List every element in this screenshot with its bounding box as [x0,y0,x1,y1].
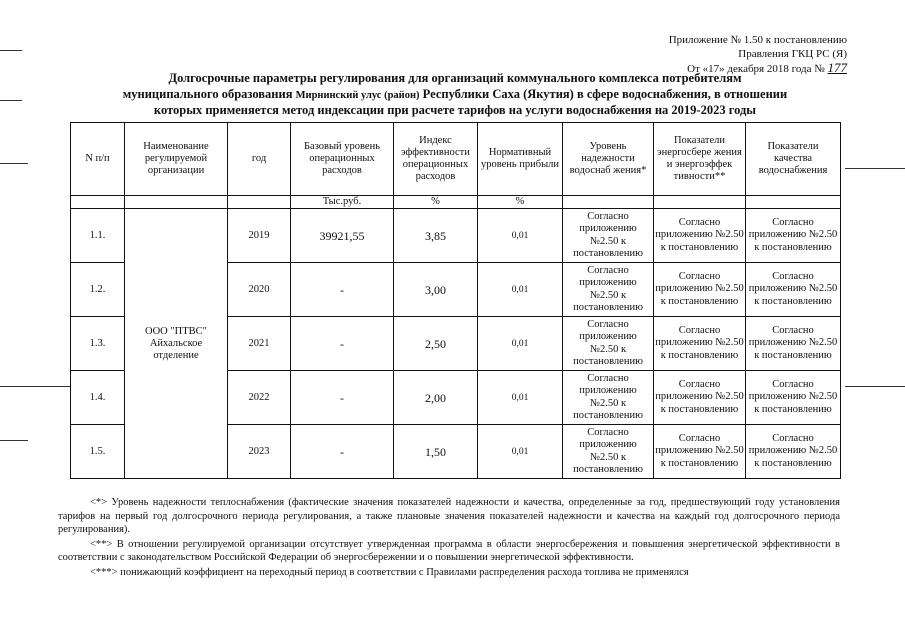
row-quality-ref: Согласно приложению №2.50 к постановлению [746,371,841,425]
unit-cell [125,196,228,209]
row-quality-ref: Согласно приложению №2.50 к постановлению [746,209,841,263]
row-efficiency-index: 1,50 [394,425,478,479]
row-year: 2020 [228,263,291,317]
title-line-3: которых применяется метод индексации при расчете тарифов на услуги водоснабжения на 2019-2023 годы [153,103,757,117]
title-line-2-start: муниципального образования [122,86,293,101]
header-cell: Индекс эффективности операционных расходов [394,123,478,196]
scan-line [0,440,28,441]
row-number: 1.2. [71,263,125,317]
row-energy-ref: Согласно приложению №2.50 к постановлению [654,209,746,263]
unit-cell [228,196,291,209]
row-efficiency-index: 3,00 [394,263,478,317]
row-efficiency-index: 2,00 [394,371,478,425]
row-number: 1.4. [71,371,125,425]
organization-name: ООО "ПТВС" Айхальское отделение [125,209,228,479]
scan-line [0,100,22,101]
row-year: 2019 [228,209,291,263]
row-year: 2022 [228,371,291,425]
footnotes [58,496,840,580]
appendix-line-2: Правления ГКЦ РС (Я) [738,47,847,60]
unit-cell [654,196,746,209]
row-efficiency-index: 3,85 [394,209,478,263]
unit-cell [746,196,841,209]
row-profit-level: 0,01 [478,317,563,371]
parameters-table [70,122,841,479]
table-units-row [71,196,841,209]
table-row [71,209,841,263]
row-energy-ref: Согласно приложению №2.50 к постановлению [654,317,746,371]
title-line-2-end: Республики Саха (Якутия) в сфере водоснабжения, в отношении [422,86,788,101]
header-cell: N п/п [71,123,125,196]
scan-line [0,50,22,51]
row-quality-ref: Согласно приложению №2.50 к постановлению [746,425,841,479]
header-cell: Базовый уровень операционных расходов [291,123,394,196]
row-base-cost: - [291,371,394,425]
header-cell: Наименование регулируемой организации [125,123,228,196]
row-profit-level: 0,01 [478,371,563,425]
footnote-2: <**> В отношении регулируемой организации отсутствует утвержденная программа в области энергосбережения и повышения энергетической эффективности в соответствии с законодательством Российской Федерации об энергосбережении и о повышении энергетической эффективности. [58,538,840,563]
row-energy-ref: Согласно приложению №2.50 к постановлению [654,263,746,317]
row-base-cost: - [291,263,394,317]
row-reliability-ref: Согласно приложению №2.50 к постановлению [563,425,654,479]
unit-cell [563,196,654,209]
header-cell: Показатели энергосбере жения и энергоэффек тивности** [654,123,746,196]
row-year: 2021 [228,317,291,371]
row-profit-level: 0,01 [478,209,563,263]
scan-line [845,386,905,387]
header-cell: Показатели качества водоснабжения [746,123,841,196]
row-energy-ref: Согласно приложению №2.50 к постановлению [654,425,746,479]
row-base-cost: 39921,55 [291,209,394,263]
row-year: 2023 [228,425,291,479]
header-cell: год [228,123,291,196]
row-reliability-ref: Согласно приложению №2.50 к постановлению [563,371,654,425]
row-reliability-ref: Согласно приложению №2.50 к постановлению [563,263,654,317]
row-quality-ref: Согласно приложению №2.50 к постановлению [746,263,841,317]
document-number: 177 [827,60,847,75]
header-cell: Нормативный уровень прибыли [478,123,563,196]
row-profit-level: 0,01 [478,263,563,317]
row-profit-level: 0,01 [478,425,563,479]
footnote-3: <***> понижающий коэффициент на переходный период в соответствии с Правилами распределения расхода топлива не применялся [90,566,689,578]
scan-line [845,168,905,169]
row-efficiency-index: 2,50 [394,317,478,371]
unit-cell [71,196,125,209]
scan-line [0,386,70,387]
row-base-cost: - [291,317,394,371]
table-header-row [71,123,841,196]
row-number: 1.1. [71,209,125,263]
title-district: Мирнинский улус (район) [295,89,420,101]
row-number: 1.5. [71,425,125,479]
header-cell: Уровень надежности водоснаб жения* [563,123,654,196]
row-energy-ref: Согласно приложению №2.50 к постановлению [654,371,746,425]
unit-cell: Тыс.руб. [291,196,394,209]
appendix-date: От «17» декабря 2018 года № [687,63,825,75]
row-quality-ref: Согласно приложению №2.50 к постановлению [746,317,841,371]
row-base-cost: - [291,425,394,479]
row-reliability-ref: Согласно приложению №2.50 к постановлению [563,317,654,371]
appendix-line-1: Приложение № 1.50 к постановлению [668,34,847,46]
scan-line [0,163,28,164]
row-number: 1.3. [71,317,125,371]
title-line-2 [70,87,840,104]
title-line-1: Долгосрочные параметры регулирования для организаций коммунального комплекса потребителям [168,71,742,85]
footnote-1: <*> Уровень надежности теплоснабжения (фактические значения показателей надежности и качества, определенные за год, предшествующий году установления тарифов на первый год долгосрочного периода регулирования, а также плановые значения показателей надежности и качества на каждый год долгосрочного периода регулирования). [58,497,840,535]
row-reliability-ref: Согласно приложению №2.50 к постановлению [563,209,654,263]
unit-cell: % [478,196,563,209]
document-title [70,71,840,119]
unit-cell: % [394,196,478,209]
